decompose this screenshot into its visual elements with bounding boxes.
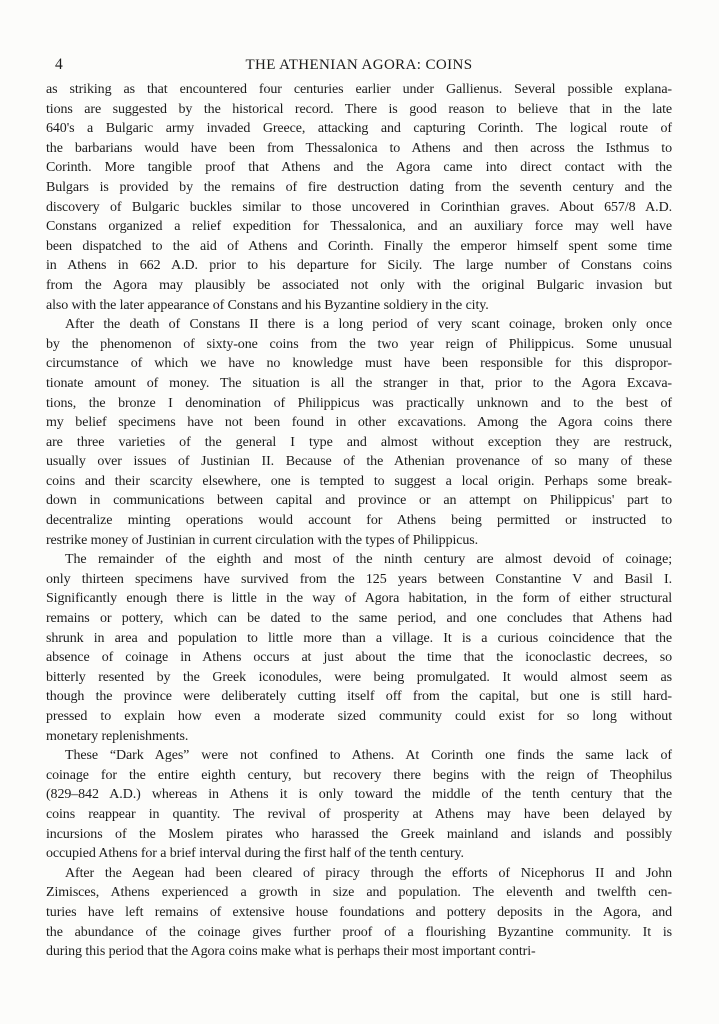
text-line: though the province were deliberately cutting itself off from the capital, but one is still hard- (46, 689, 672, 705)
text-line: remains or pottery, which can be dated to the same period, and one concludes that Athens had (46, 611, 672, 627)
text-line: by the phenomenon of sixty-one coins from the two year reign of Philippicus. Some unusual (46, 336, 672, 352)
text-line: usually over issues of Justinian II. Because of the Athenian provenance of so many of these (46, 454, 672, 470)
running-header (46, 56, 672, 76)
text-line: as striking as that encountered four centuries earlier under Gallienus. Several possible explana- (46, 82, 672, 97)
page-number: 4 (55, 56, 63, 73)
text-line: These “Dark Ages” were not confined to Athens. At Corinth one finds the same lack of (65, 748, 672, 764)
text-line: occupied Athens for a brief interval during the first half of the tenth century. (46, 846, 464, 862)
text-line: shrunk in area and population to little more than a village. It is a curious coincidence that the (46, 630, 672, 646)
text-line: are three varieties of the general I type and almost without exception they are restruck, (46, 434, 672, 450)
text-line: only thirteen specimens have survived from the 125 years between Constantine V and Basil I. (46, 571, 672, 587)
text-line: monetary replenishments. (46, 728, 189, 744)
text-line: 640's a Bulgaric army invaded Greece, attacking and capturing Corinth. The logical route of (46, 121, 672, 137)
text-line: been dispatched to the aid of Athens and Corinth. Finally the emperor himself spent some time (46, 238, 672, 254)
text-line: coins reappear in quantity. The revival of prosperity at Athens may have been delayed by (46, 806, 672, 822)
text-line: from the Agora may plausibly be associated not only with the original Bulgaric invasion but (46, 277, 672, 293)
text-line: coinage for the entire eighth century, but recovery there begins with the reign of Theophilus (46, 767, 672, 783)
text-line: absence of coinage in Athens occurs at just about the time that the iconoclastic decrees, so (46, 650, 672, 666)
text-line: my belief specimens have not been found in other excavations. Among the Agora coins there (46, 415, 672, 431)
paragraph (46, 864, 672, 962)
text-line: in Athens in 662 A.D. prior to his departure for Sicily. The large number of Constans coins (46, 258, 672, 274)
text-line: coins and their scarcity elsewhere, one is tempted to suggest a local origin. Perhaps some break- (46, 473, 672, 489)
text-line: (829–842 A.D.) whereas in Athens it is only toward the middle of the tenth century that the (46, 787, 672, 803)
running-title: THE ATHENIAN AGORA: COINS (245, 57, 473, 73)
text-line: restrike money of Justinian in current circulation with the types of Philippicus. (46, 532, 479, 548)
text-line: tions are suggested by the historical record. There is good reason to believe that in the late (46, 101, 672, 117)
text-line: The remainder of the eighth and most of the ninth century are almost devoid of coinage; (65, 552, 672, 568)
text-line: during this period that the Agora coins make what is perhaps their most important contri- (46, 944, 536, 960)
text-line: incursions of the Moslem pirates who harassed the Greek mainland and islands and possibly (46, 826, 672, 842)
text-line: decentralize minting operations would account for Athens being permitted or instructed to (46, 513, 672, 529)
text-line: tions, the bronze I denomination of Philippicus was practically unknown and to the best of (46, 395, 672, 411)
text-line: Bulgars is provided by the remains of fire destruction dating from the seventh century and the (46, 179, 672, 195)
text-line: pressed to explain how even a moderate sized community could exist for so long without (46, 709, 672, 724)
text-line: the barbarians would have been from Thessalonica to Athens and then across the Isthmus to (46, 140, 672, 156)
text-line: tionate amount of money. The situation is all the stranger in that, prior to the Agora Excava- (46, 375, 672, 391)
text-line: Significantly enough there is little in the way of Agora habitation, in the form of either structural (46, 591, 672, 607)
text-line: discovery of Bulgaric buckles similar to those uncovered in Corinthian graves. About 657/8 A.D. (46, 199, 672, 215)
text-line: turies have left remains of extensive house foundations and pottery deposits in the Agora, and (46, 904, 672, 920)
text-line: the abundance of the coinage gives further proof of a flourishing Byzantine community. It is (46, 924, 672, 940)
page-body (46, 80, 672, 962)
text-line: bitterly resented by the Greek iconodules, were being promulgated. It would almost seem as (46, 669, 672, 685)
text-line: Zimisces, Athens experienced a growth in size and population. The eleventh and twelfth cen- (46, 885, 672, 901)
text-line: down in communications between capital and province or an attempt on Philippicus' part to (46, 493, 672, 509)
paragraph (46, 550, 672, 746)
paragraph (46, 80, 672, 315)
paragraph (46, 315, 672, 550)
text-line: After the Aegean had been cleared of piracy through the efforts of Nicephorus II and John (65, 865, 672, 881)
text-line: Constans organized a relief expedition for Thessalonica, and an auxiliary force may well have (46, 219, 672, 235)
text-line: Corinth. More tangible proof that Athens and the Agora came into direct contact with the (46, 160, 672, 176)
text-line: After the death of Constans II there is a long period of very scant coinage, broken only once (65, 317, 672, 333)
text-line: circumstance of which we have no knowledge must have been responsible for this dispropor- (46, 356, 672, 372)
text-line: also with the later appearance of Constans and his Byzantine soldiery in the city. (46, 297, 489, 313)
paragraph (46, 746, 672, 864)
